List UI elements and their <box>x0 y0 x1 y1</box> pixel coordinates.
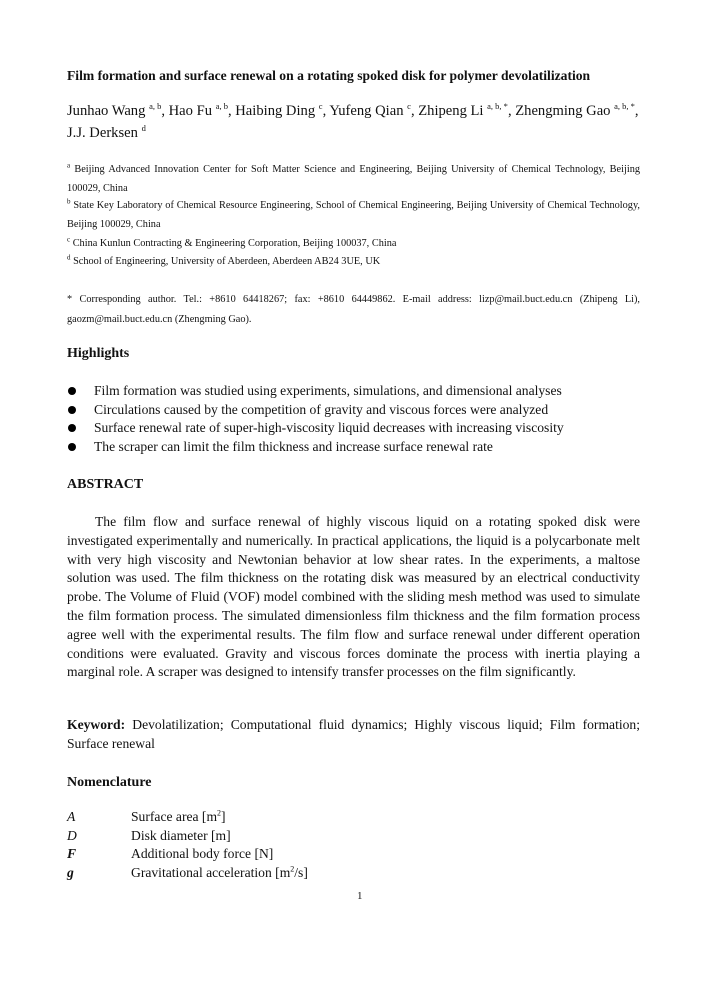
keyword-label: Keyword: <box>67 717 126 732</box>
highlight-item: The scraper can limit the film thickness and increase surface renewal rate <box>67 438 640 457</box>
highlights-list <box>67 382 640 456</box>
highlight-item: Circulations caused by the competition of gravity and viscous forces were analyzed <box>67 401 640 420</box>
author: Zhipeng Li $^{a, b, *}$, <box>418 101 516 119</box>
nomenclature-row: A Surface area $[m^2]$ <box>67 808 226 824</box>
paper-title: Film formation and surface renewal on a rotating spoked disk for polymer devolatilization <box>67 68 591 83</box>
nomenclature-list <box>67 808 467 882</box>
abstract-heading: ABSTRACT <box>67 477 144 492</box>
author: J.J. Derksen $^d$ <box>67 123 146 141</box>
nomenclature-row: F Additional body force [N] <box>67 846 274 861</box>
abstract-text: The film flow and surface renewal of highly viscous liquid on a rotating spoked disk were investigated experimentally and numerically. In practical applications, the liquid is a polycarbonate melt with very high viscosity and Newtonian behavior at low shear rates. In the experiments, a maltose solution was used. The film thickness on the rotating disk was measured by an electrical conductivity probe. The Volume of Fluid (VOF) model combined with the sliding mesh method was used to simulate the film formation process. The simulated dimensionless film thickness and the film formation process agree well with the experimental results. The film flow and surface renewal under different operation conditions were evaluated. Gravity and viscous forces dominate the process with inertia playing a marginal role. A scraper was designed to intensify transfer processes on the film significantly. <box>67 514 640 680</box>
bullet-icon <box>68 424 76 432</box>
affiliation-d: $^d$ School of Engineering, University of Aberdeen, Aberdeen AB24 3UE, UK <box>67 253 381 267</box>
nomenclature-row: D Disk diameter [m] <box>67 827 231 843</box>
author: Zhengming Gao $^{a, b, *}$, <box>515 101 639 119</box>
highlight-item: Surface renewal rate of super-high-viscosity liquid decreases with increasing viscosity <box>67 419 640 438</box>
nomenclature-row: g Gravitational acceleration $[m^2/s]$ <box>67 863 308 880</box>
keywords <box>67 715 640 753</box>
corresponding-author-note: * Corresponding author. Tel.: +8610 64418267; fax: +8610 64449862. E-mail address: lizp@mail.buct.edu.cn (Zhipeng Li), gaozm@mail.buct.edu.cn (Zhengming Gao). <box>67 294 640 325</box>
keyword-text: Devolatilization; Computational fluid dynamics; Highly viscous liquid; Film formation; Surface renewal <box>67 717 640 751</box>
author: Yufeng Qian $^c$, <box>329 101 419 119</box>
author: Haibing Ding $^c$, <box>235 101 330 119</box>
affiliation-b: $^b$ State Key Laboratory of Chemical Resource Engineering, School of Chemical Engineering, Beijing University of Chemical Technology, Beijing 100029, China <box>67 197 640 230</box>
author: Junhao Wang $^{a, b}$, <box>67 101 169 119</box>
nomenclature-heading: Nomenclature <box>67 775 152 790</box>
affiliation-c: $^c$ China Kunlun Contracting & Engineering Corporation, Beijing 100037, China <box>67 235 397 249</box>
bullet-icon <box>68 443 76 451</box>
highlight-item: Film formation was studied using experiments, simulations, and dimensional analyses <box>67 382 640 401</box>
author-list <box>67 100 640 144</box>
page-number: 1 <box>357 890 363 902</box>
author: Hao Fu $^{a, b}$, <box>168 101 236 119</box>
bullet-icon <box>68 387 76 395</box>
bullet-icon <box>68 406 76 414</box>
affiliation-a: $^a$ Beijing Advanced Innovation Center for Soft Matter Science and Engineering, Beijing University of Chemical Technology, Beijing 100029, China <box>67 161 640 194</box>
highlights-heading: Highlights <box>67 346 130 361</box>
